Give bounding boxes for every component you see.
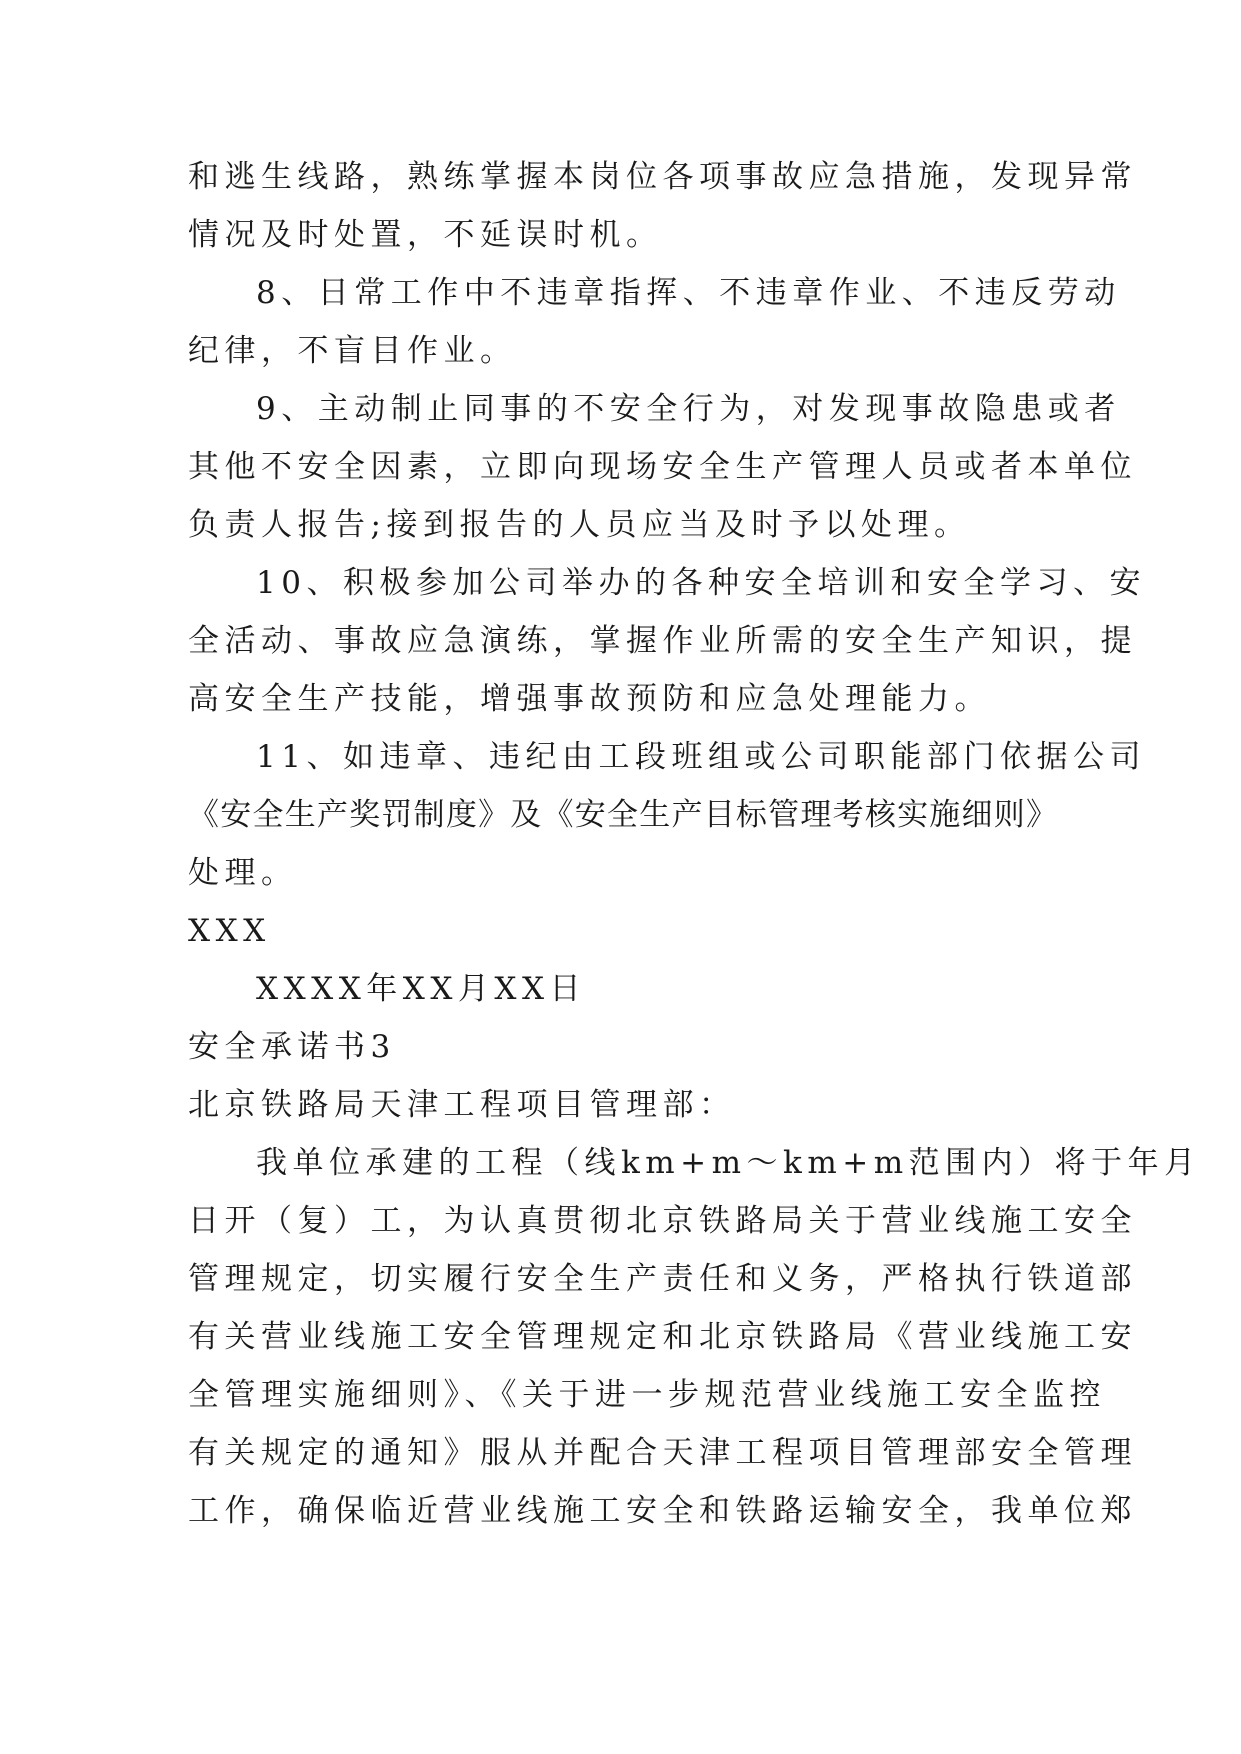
document-page xyxy=(188,148,1201,1540)
text-line: 有关营业线施工安全管理规定和北京铁路局《营业线施工安 xyxy=(188,1319,1137,1355)
addressee: 北京铁路局天津工程项目管理部： xyxy=(188,1087,736,1123)
text-line: 11、如违章、违纪由工段班组或公司职能部门依据公司 xyxy=(256,739,1146,775)
text-line: 全管理实施细则》、《关于进一步规范营业线施工安全监控 xyxy=(188,1377,1106,1413)
text-line: 9、主动制止同事的不安全行为，对发现事故隐患或者 xyxy=(256,391,1121,427)
text-line: 全活动、事故应急演练，掌握作业所需的安全生产知识，提 xyxy=(188,623,1137,659)
text-line: 负责人报告;接到报告的人员应当及时予以处理。 xyxy=(188,507,971,543)
text-line: 我单位承建的工程（线km+m～km+m范围内）将于年月 xyxy=(256,1145,1201,1181)
text-line: 工作，确保临近营业线施工安全和铁路运输安全，我单位郑 xyxy=(188,1493,1137,1529)
section-title: 安全承诺书3 xyxy=(188,1029,396,1065)
text-line: 纪律，不盲目作业。 xyxy=(188,333,517,369)
text-line: 日开（复）工，为认真贯彻北京铁路局关于营业线施工安全 xyxy=(188,1203,1137,1239)
text-line: 和逃生线路，熟练掌握本岗位各项事故应急措施，发现异常 xyxy=(188,159,1137,195)
text-line: 高安全生产技能，增强事故预防和应急处理能力。 xyxy=(188,681,991,717)
signature-date: XXXX年XX月XX日 xyxy=(256,971,587,1007)
text-line: 有关规定的通知》服从并配合天津工程项目管理部安全管理 xyxy=(188,1435,1137,1471)
text-line: 《安全生产奖罚制度》及《安全生产目标管理考核实施细则》 xyxy=(188,797,1058,833)
text-line: 10、积极参加公司举办的各种安全培训和安全学习、安 xyxy=(256,565,1146,601)
signature-name: XXX xyxy=(188,913,271,949)
text-line: 管理规定，切实履行安全生产责任和义务，严格执行铁道部 xyxy=(188,1261,1137,1297)
text-line: 处理。 xyxy=(188,855,298,891)
text-line: 情况及时处置，不延误时机。 xyxy=(188,217,663,253)
text-line: 其他不安全因素，立即向现场安全生产管理人员或者本单位 xyxy=(188,449,1137,485)
text-line: 8、日常工作中不违章指挥、不违章作业、不违反劳动 xyxy=(256,275,1121,311)
